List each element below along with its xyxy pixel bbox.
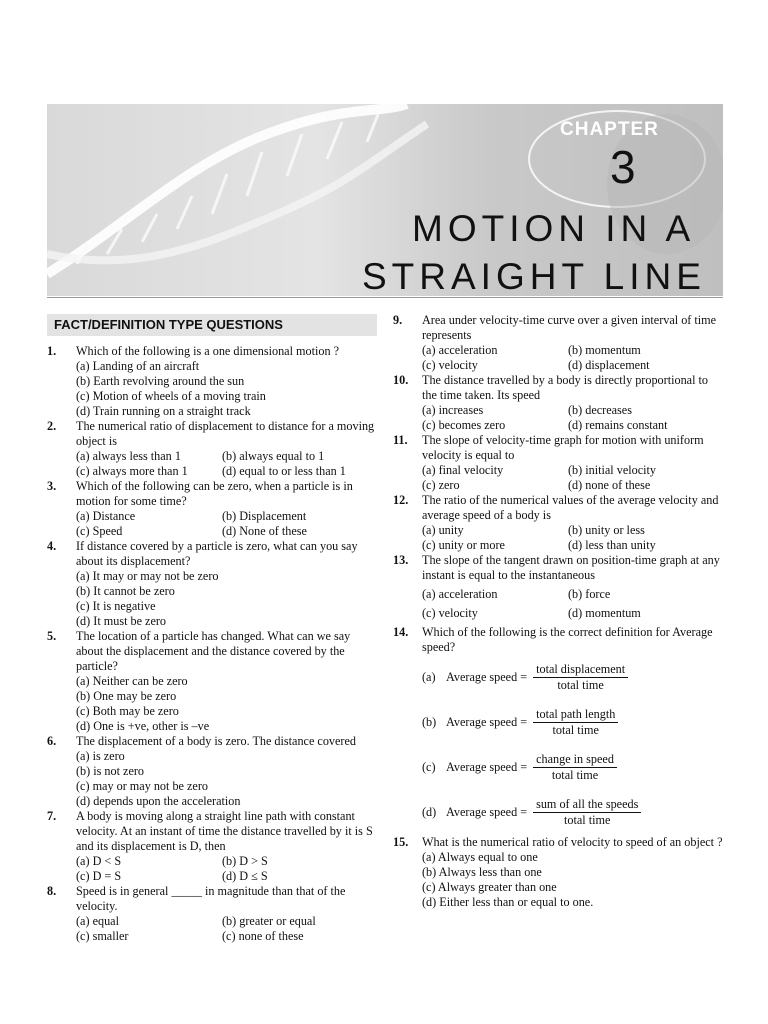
question-4 <box>47 539 377 629</box>
question-2 <box>47 419 377 479</box>
question-3 <box>47 479 377 539</box>
numerator: sum of all the speeds <box>533 797 641 813</box>
chapter-label: CHAPTER <box>560 119 659 140</box>
question-text: Area under velocity-time curve over a given interval of time represents <box>422 313 717 342</box>
option-a: (a) acceleration <box>422 343 498 357</box>
question-8 <box>47 884 377 944</box>
option-label: (d) <box>422 805 437 819</box>
option-d: (d) equal to or less than 1 <box>222 464 346 478</box>
question-text: The location of a particle has changed. What can we say about the displacement and the distance covered by the particle? <box>76 629 351 673</box>
denominator: total time <box>564 813 611 827</box>
option-b: (b) always equal to 1 <box>222 449 325 463</box>
option-d: (d) None of these <box>222 524 307 538</box>
option-a: (a) Distance <box>76 509 136 523</box>
option-d: (d) momentum <box>568 606 641 620</box>
question-11 <box>393 433 723 493</box>
question-number: 6. <box>47 734 57 748</box>
option-a: (a) is zero <box>76 749 125 763</box>
question-text: The ratio of the numerical values of the average velocity and average speed of a body is <box>422 493 719 522</box>
option-c: (c) velocity <box>422 606 478 620</box>
question-number: 4. <box>47 539 57 553</box>
question-number: 2. <box>47 419 57 433</box>
numerator: total displacement <box>533 662 628 678</box>
question-number: 9. <box>393 313 403 327</box>
option-b: (b) It cannot be zero <box>76 584 175 598</box>
option-d: (d) D ≤ S <box>222 869 268 883</box>
option-a: (a) equal <box>76 914 119 928</box>
option-d: (d) Either less than or equal to one. <box>422 895 594 909</box>
question-14 <box>393 625 723 835</box>
option-d: (d) It must be zero <box>76 614 167 628</box>
question-text: The slope of velocity-time graph for motion with uniform velocity is equal to <box>422 433 704 462</box>
left-column <box>47 344 377 944</box>
question-number: 5. <box>47 629 57 643</box>
option-b: (b) Displacement <box>222 509 307 523</box>
option-c: (c) Motion of wheels of a moving train <box>76 389 266 403</box>
numerator: change in speed <box>533 752 617 768</box>
title-line-2: STRAIGHT LINE <box>362 256 706 297</box>
option-b: (b) is not zero <box>76 764 145 778</box>
formula-lhs: Average speed = <box>446 670 528 684</box>
denominator: total time <box>551 768 599 782</box>
fraction <box>533 662 628 693</box>
option-d: (c) none of these <box>222 929 304 943</box>
right-column <box>393 313 723 910</box>
question-number: 7. <box>47 809 57 823</box>
option-a: (a) Neither can be zero <box>76 674 188 688</box>
option-c: (c) Speed <box>76 524 123 538</box>
option-d: (d) displacement <box>568 358 650 372</box>
question-number: 1. <box>47 344 57 358</box>
option-c: (c) always more than 1 <box>76 464 188 478</box>
option-d: (d) none of these <box>568 478 651 492</box>
section-title: FACT/DEFINITION TYPE QUESTIONS <box>54 317 283 332</box>
title-line-1: MOTION IN A <box>412 208 696 249</box>
option-a: (a) unity <box>422 523 464 537</box>
option-c: (c) Both may be zero <box>76 704 179 718</box>
option-a: (a) increases <box>422 403 484 417</box>
question-10 <box>393 373 723 433</box>
option-d: (d) remains constant <box>568 418 668 432</box>
question-number: 11. <box>393 433 408 447</box>
question-text: Which of the following is the correct definition for Average speed? <box>422 625 713 654</box>
option-d <box>422 790 723 835</box>
question-text: Which of the following can be zero, when a particle is in motion for some time? <box>76 479 353 508</box>
question-6 <box>47 734 377 809</box>
question-9 <box>393 313 723 373</box>
formula-lhs: Average speed = <box>446 760 528 774</box>
option-b: (b) greater or equal <box>222 914 316 928</box>
question-15 <box>393 835 723 910</box>
option-b: (b) unity or less <box>568 523 645 537</box>
option-a: (a) final velocity <box>422 463 504 477</box>
question-text: The distance travelled by a body is directly proportional to the time taken. Its speed <box>422 373 708 402</box>
question-text: Which of the following is a one dimensional motion ? <box>76 344 339 358</box>
question-number: 3. <box>47 479 57 493</box>
option-label: (a) <box>422 670 436 684</box>
question-text: What is the numerical ratio of velocity to speed of an object ? <box>422 835 723 849</box>
option-d: (d) Train running on a straight track <box>76 404 251 418</box>
option-d: (d) less than unity <box>568 538 656 552</box>
option-c: (c) velocity <box>422 358 478 372</box>
option-b: (b) decreases <box>568 403 632 417</box>
question-13 <box>393 553 723 621</box>
denominator: total time <box>552 723 599 737</box>
option-b: (b) momentum <box>568 343 641 357</box>
option-a: (a) D < S <box>76 854 122 868</box>
question-12 <box>393 493 723 553</box>
question-text: The numerical ratio of displacement to distance for a moving object is <box>76 419 375 448</box>
option-c: (c) Always greater than one <box>422 880 557 894</box>
question-number: 10. <box>393 373 409 387</box>
option-a <box>422 655 723 700</box>
question-text: Speed is in general _____ in magnitude than that of the velocity. <box>76 884 346 913</box>
numerator: total path length <box>533 707 618 723</box>
option-c: (c) smaller <box>76 929 129 943</box>
question-text: A body is moving along a straight line path with constant velocity. At an instant of time the distance travelled by it is S and its displacement is D, then <box>76 809 373 853</box>
option-b <box>422 700 723 745</box>
fraction <box>533 752 617 783</box>
formula-lhs: Average speed = <box>446 805 528 819</box>
option-c: (c) zero <box>422 478 460 492</box>
banner-divider <box>47 297 723 298</box>
option-d: (d) One is +ve, other is –ve <box>76 719 210 733</box>
option-b: (b) Always less than one <box>422 865 542 879</box>
question-number: 8. <box>47 884 57 898</box>
option-label: (b) <box>422 715 437 729</box>
option-a: (a) acceleration <box>422 587 498 601</box>
option-b: (b) D > S <box>222 854 268 868</box>
option-b: (b) One may be zero <box>76 689 177 703</box>
question-number: 12. <box>393 493 409 507</box>
chapter-number: 3 <box>610 141 636 193</box>
question-text: The slope of the tangent drawn on position-time graph at any instant is equal to the instantaneous <box>422 553 720 582</box>
option-c <box>422 745 723 790</box>
option-c: (c) It is negative <box>76 599 156 613</box>
question-text: The displacement of a body is zero. The distance covered <box>76 734 356 748</box>
option-c: (c) D = S <box>76 869 122 883</box>
question-number: 13. <box>393 553 409 567</box>
option-label: (c) <box>422 760 436 774</box>
question-1 <box>47 344 377 419</box>
question-text: If distance covered by a particle is zero, what can you say about its displacement? <box>76 539 358 568</box>
denominator: total time <box>557 678 604 692</box>
option-a: (a) It may or may not be zero <box>76 569 219 583</box>
option-a: (a) always less than 1 <box>76 449 181 463</box>
option-a: (a) Always equal to one <box>422 850 538 864</box>
option-a: (a) Landing of an aircraft <box>76 359 200 373</box>
fraction <box>533 797 641 828</box>
question-number: 15. <box>393 835 409 849</box>
question-number: 14. <box>393 625 409 639</box>
option-d: (d) depends upon the acceleration <box>76 794 241 808</box>
option-b: (b) force <box>568 587 611 601</box>
question-5 <box>47 629 377 734</box>
option-c: (c) may or may not be zero <box>76 779 208 793</box>
question-7 <box>47 809 377 884</box>
option-b: (b) initial velocity <box>568 463 656 477</box>
option-b: (b) Earth revolving around the sun <box>76 374 245 388</box>
formula-lhs: Average speed = <box>446 715 528 729</box>
option-c: (c) unity or more <box>422 538 505 552</box>
fraction <box>533 707 618 738</box>
option-c: (c) becomes zero <box>422 418 506 432</box>
